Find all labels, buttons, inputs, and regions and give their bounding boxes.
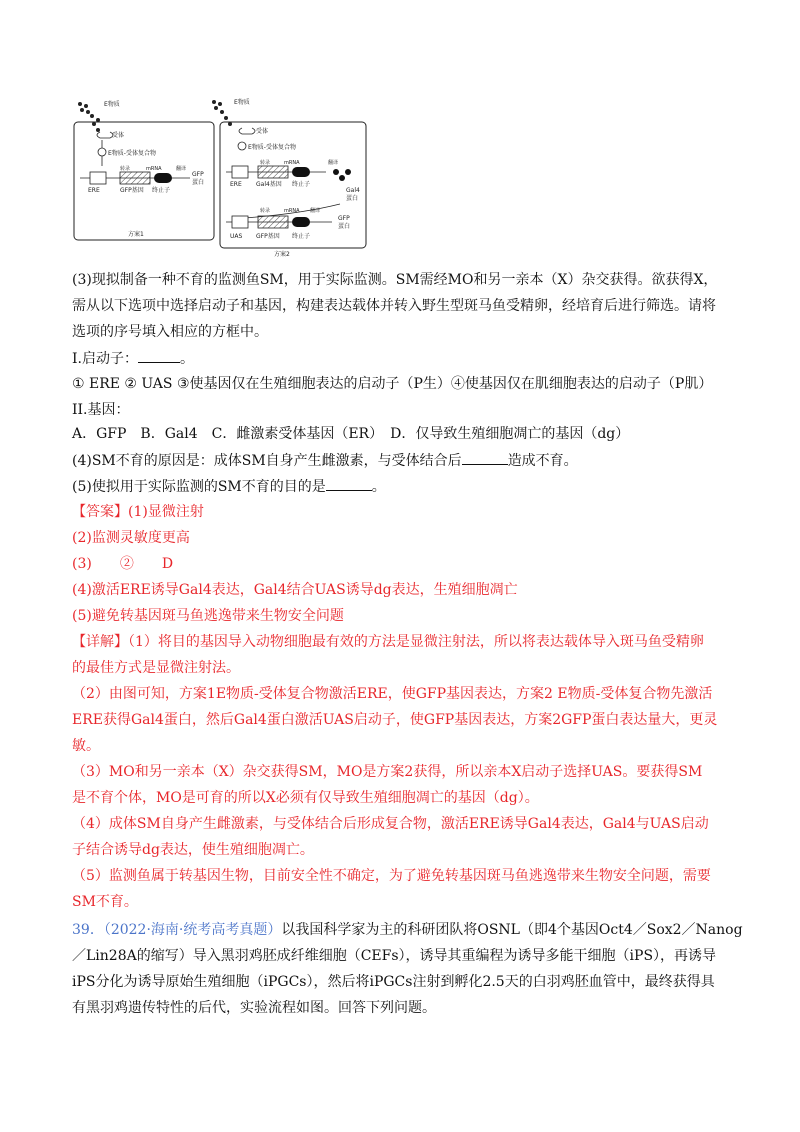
q4-after: 造成不育。: [507, 453, 578, 469]
svg-text:受体: 受体: [256, 128, 269, 135]
scheme2-panel: [212, 98, 366, 258]
explain-1a-text: （1）将目的基因导入动物细胞最有效的方法是显微注射法，所以将表达载体导入斑马鱼受精卵: [128, 634, 704, 650]
q4-blank: [462, 450, 508, 465]
svg-text:E物质: E物质: [104, 101, 120, 108]
svg-text:ERE: ERE: [88, 187, 100, 194]
explain-3b: 是不育个体，MO是可育的所以X必须有仅导致生殖细胞凋亡的基因（dg）。: [72, 790, 539, 806]
q3-stem-line3: 选项的序号填入相应的方框中。: [72, 324, 268, 340]
q3-stem-line2: 需从以下选项中选择启动子和基因，构建表达载体并转入野生型斑马鱼受精卵，经培育后进行筛选。请将: [72, 298, 716, 314]
explain-2a: （2）由图可知，方案1E物质-受体复合物激活ERE，使GFP基因表达，方案2 E物质-受体复合物先激活: [72, 686, 713, 702]
q39-number: 39．: [72, 922, 104, 938]
q5-before: (5)使拟用于实际监测的SM不育的目的是: [72, 479, 326, 495]
q3-gene-options: A．GFP B．Gal4 C．雌激素受体基因（ER） D．仅导致生殖细胞凋亡的基因（dg）: [72, 426, 630, 442]
svg-text:终止子: 终止子: [152, 187, 171, 194]
explain-5b: SM不育。: [72, 894, 138, 910]
q3-gene-label: II.基因：: [72, 402, 130, 418]
svg-text:蛋白: 蛋白: [346, 195, 359, 202]
q3-promoter-line: [72, 348, 732, 369]
explain-2b: ERE获得Gal4蛋白，然后Gal4蛋白激活UAS启动子，使GFP基因表达，方案2GFP蛋白表达量大，更灵: [72, 712, 718, 728]
explain-5a: （5）监测鱼属于转基因生物，目前安全性不确定，为了避免转基因斑马鱼逃逸带来生物安全问题，需要: [72, 868, 711, 884]
svg-text:终止子: 终止子: [292, 233, 311, 240]
explain-4a: （4）成体SM自身产生雌激素，与受体结合后形成复合物，激活ERE诱导Gal4表达，Gal4与UAS启动: [72, 816, 709, 832]
q39-line1: [72, 920, 743, 940]
svg-text:方案1: 方案1: [128, 231, 144, 238]
svg-text:终止子: 终止子: [292, 181, 311, 188]
svg-text:转录: 转录: [260, 208, 271, 214]
promoter-blank: [138, 348, 180, 363]
scheme-figure: [70, 92, 370, 262]
svg-text:蛋白: 蛋白: [338, 223, 351, 230]
q39-source: （2022·海南·统考高考真题）: [103, 922, 282, 938]
explain-1a: [72, 632, 732, 652]
q3-promoter-options: ① ERE ② UAS ③使基因仅在生殖细胞表达的启动子（P生）④使基因仅在肌细胞表达的启动子（P肌）: [72, 376, 713, 392]
answer-line1: [72, 502, 732, 522]
explain-2c: 敏。: [72, 738, 100, 754]
svg-text:E物质: E物质: [234, 99, 250, 106]
answer-4: (4)激活ERE诱导Gal4表达，Gal4结合UAS诱导dg表达，生殖细胞凋亡: [72, 582, 518, 598]
scheme1-panel: [74, 100, 214, 240]
explain-label: 【详解】: [72, 634, 128, 650]
svg-text:方案2: 方案2: [274, 251, 290, 258]
svg-text:GFP: GFP: [338, 215, 350, 222]
answer-2: (2)监测灵敏度更高: [72, 530, 190, 546]
q5-after: 。: [371, 479, 386, 495]
explain-3a: （3）MO和另一亲本（X）杂交获得SM，MO是方案2获得，所以亲本X启动子选择UAS。要获得SM: [72, 764, 703, 780]
svg-text:GFP基因: GFP基因: [256, 233, 280, 240]
answer-1: (1)显微注射: [128, 504, 204, 520]
svg-text:mRNA: mRNA: [284, 160, 300, 166]
explain-1b: 的最佳方式是显微注射法。: [72, 660, 240, 676]
svg-text:E物质-受体复合物: E物质-受体复合物: [108, 150, 156, 157]
svg-text:mRNA: mRNA: [284, 208, 300, 214]
svg-text:UAS: UAS: [230, 233, 243, 240]
svg-text:mRNA: mRNA: [146, 166, 162, 172]
q39-line2: ／Lin28A的缩写）导入黑羽鸡胚成纤维细胞（CEFs），诱导其重编程为诱导多能干细胞（iPS），再诱导: [72, 948, 717, 964]
q4-line: [72, 450, 732, 471]
svg-text:Gal4基因: Gal4基因: [256, 181, 282, 188]
q3-stem-line1: (3)现拟制备一种不育的监测鱼SM，用于实际监测。SM需经MO和另一亲本（X）杂交获得。欲获得X，: [72, 272, 718, 288]
svg-text:GFP基因: GFP基因: [120, 187, 144, 194]
promoter-label: I.启动子：: [72, 351, 138, 367]
q39-line4: 有黑羽鸡遗传特性的后代，实验流程如图。回答下列问题。: [72, 1000, 436, 1016]
q39-text1: 以我国科学家为主的科研团队将OSNL（即4个基因Oct4／Sox2／Nanog: [281, 922, 743, 938]
svg-text:翻译: 翻译: [328, 160, 339, 166]
answer-3: (3) ② D: [72, 556, 174, 572]
svg-text:GFP: GFP: [192, 171, 204, 178]
q5-line: [72, 476, 732, 497]
q5-blank: [326, 476, 372, 491]
svg-text:E物质-受体复合物: E物质-受体复合物: [248, 144, 296, 151]
q39-line3: iPS分化为诱导原始生殖细胞（iPGCs），然后将iPGCs注射到孵化2.5天的白羽鸡胚血管中，最终获得具: [72, 974, 715, 990]
svg-text:翻译: 翻译: [310, 208, 321, 214]
svg-text:受体: 受体: [112, 132, 125, 139]
q4-before: (4)SM不育的原因是：成体SM自身产生雌激素，与受体结合后: [72, 453, 462, 469]
answer-5: (5)避免转基因斑马鱼逃逸带来生物安全问题: [72, 608, 344, 624]
svg-text:ERE: ERE: [230, 181, 242, 188]
explain-4b: 子结合诱导dg表达，使生殖细胞凋亡。: [72, 842, 314, 858]
promoter-end: 。: [179, 351, 194, 367]
svg-text:翻译: 翻译: [176, 166, 187, 172]
svg-text:转录: 转录: [120, 166, 131, 172]
svg-text:蛋白: 蛋白: [192, 179, 205, 186]
svg-text:转录: 转录: [260, 160, 271, 166]
svg-text:Gal4: Gal4: [346, 187, 360, 194]
answer-label: 【答案】: [72, 504, 128, 520]
